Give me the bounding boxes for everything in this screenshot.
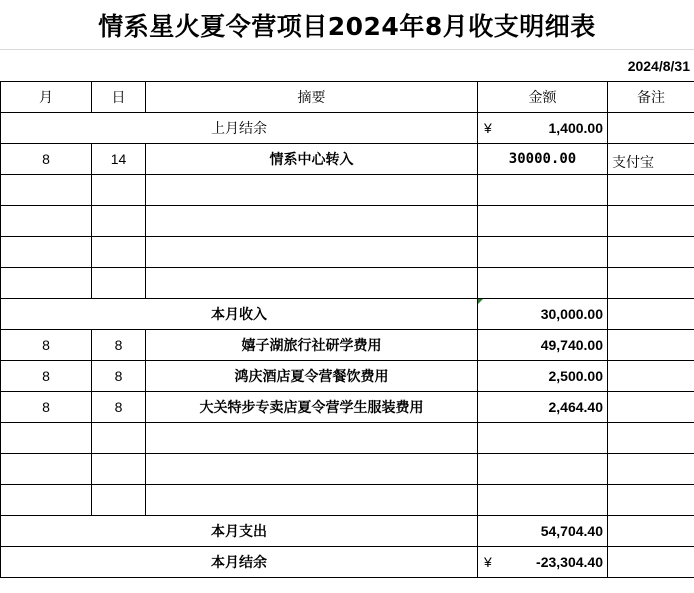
- balance-label: 本月结余: [1, 547, 478, 578]
- prev-balance-amount-cell: [478, 113, 608, 144]
- report-date: 2024/8/31: [627, 58, 690, 74]
- header-amount: 金额: [478, 82, 608, 113]
- row-month: 8: [1, 361, 92, 392]
- row-note: 支付宝: [608, 144, 694, 175]
- row-day: 8: [92, 392, 146, 423]
- income-total-label: 本月收入: [1, 299, 478, 330]
- header-gridline: [0, 49, 694, 50]
- row-summary: 嬉子湖旅行社研学费用: [146, 330, 478, 361]
- row-summary: 大关特步专卖店夏令营学生服装费用: [146, 392, 478, 423]
- ledger-table: [0, 81, 694, 578]
- row-summary: 情系中心转入: [146, 144, 478, 175]
- income-total-amount: 30,000.00: [478, 299, 608, 330]
- balance-amount: -23,304.40: [536, 554, 603, 570]
- row-month: 8: [1, 144, 92, 175]
- row-amount: 2,464.40: [478, 392, 608, 423]
- expense-total-note: [608, 516, 694, 547]
- expense-total-amount: 54,704.40: [478, 516, 608, 547]
- currency-symbol: ¥: [484, 554, 492, 570]
- row-note: [608, 330, 694, 361]
- prev-balance-note: [608, 113, 694, 144]
- empty-row: [1, 206, 694, 237]
- row-month: 8: [1, 330, 92, 361]
- income-total-row: [1, 299, 694, 330]
- balance-note: [608, 547, 694, 578]
- row-day: 8: [92, 330, 146, 361]
- row-summary: 鸿庆酒店夏令营餐饮费用: [146, 361, 478, 392]
- page-title: 情系星火夏令营项目2024年8月收支明细表: [98, 12, 596, 41]
- empty-row: [1, 175, 694, 206]
- table-row: [1, 144, 694, 175]
- table-row: [1, 361, 694, 392]
- row-note: [608, 392, 694, 423]
- table-row: [1, 330, 694, 361]
- prev-balance-row: [1, 113, 694, 144]
- row-amount: 2,500.00: [478, 361, 608, 392]
- prev-balance-amount: 1,400.00: [548, 120, 603, 136]
- table-row: [1, 392, 694, 423]
- row-month: 8: [1, 392, 92, 423]
- expense-total-label: 本月支出: [1, 516, 478, 547]
- balance-row: [1, 547, 694, 578]
- header-day: 日: [92, 82, 146, 113]
- currency-symbol: ¥: [484, 120, 492, 136]
- row-note: [608, 361, 694, 392]
- header-row: [1, 82, 694, 113]
- empty-row: [1, 454, 694, 485]
- expense-total-row: [1, 516, 694, 547]
- header-note: 备注: [608, 82, 694, 113]
- income-total-note: [608, 299, 694, 330]
- row-day: 8: [92, 361, 146, 392]
- header-month: 月: [1, 82, 92, 113]
- row-amount: 30000.00: [478, 144, 608, 175]
- empty-row: [1, 423, 694, 454]
- empty-row: [1, 237, 694, 268]
- row-amount: 49,740.00: [478, 330, 608, 361]
- header-summary: 摘要: [146, 82, 478, 113]
- empty-row: [1, 268, 694, 299]
- prev-balance-label: 上月结余: [1, 113, 478, 144]
- balance-amount-cell: [478, 547, 608, 578]
- row-day: 14: [92, 144, 146, 175]
- empty-row: [1, 485, 694, 516]
